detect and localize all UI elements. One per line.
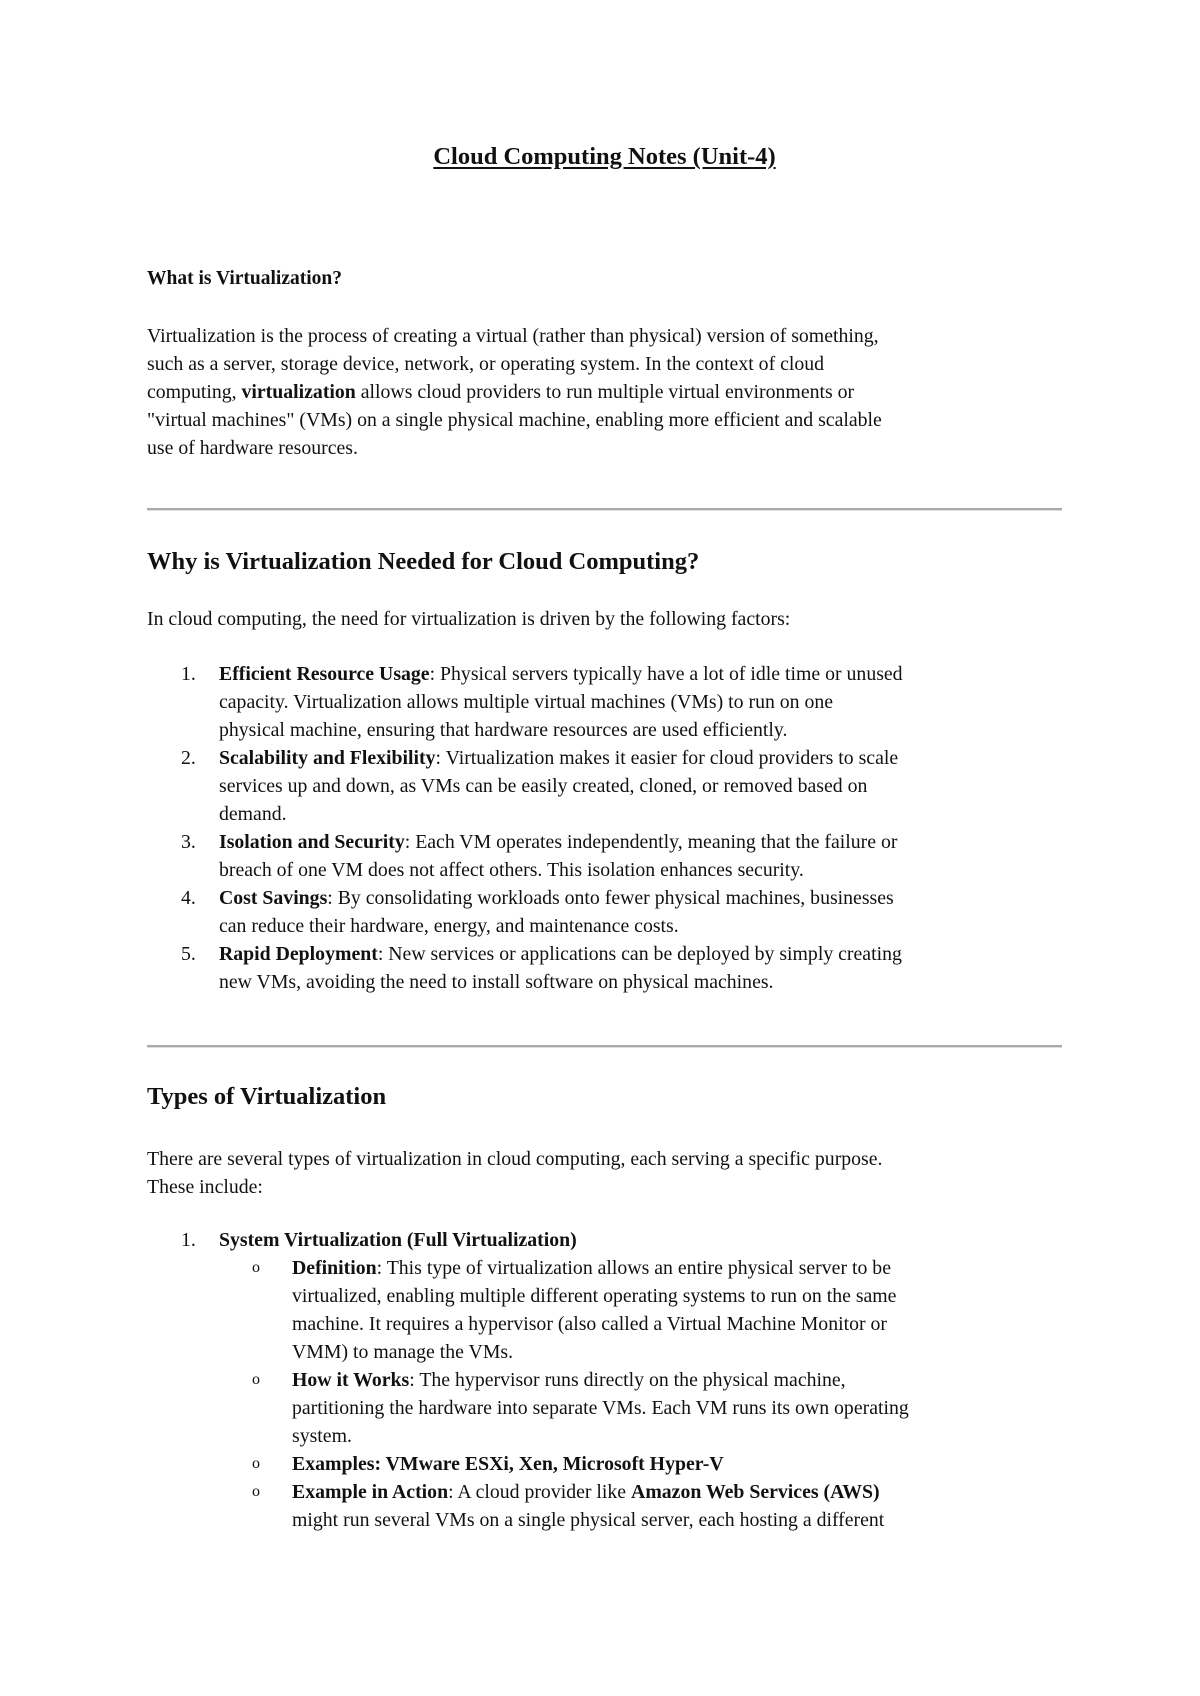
paragraph-line: Virtualization is the process of creating a virtual (rather than physical) version of something, [147,325,879,347]
why-lead-text: In cloud computing, the need for virtualization is driven by the following factors: [147,608,791,630]
list-item: 4. Cost Savings: By consolidating workloads onto fewer physical machines, businesses can reduce their hardware, energy, and maintenance costs. [181,887,894,937]
section-divider [147,508,1062,511]
sub-list-item: o Example in Action: A cloud provider like Amazon Web Services (AWS) might run several VMs on a single physical server, each hosting a different [219,1478,1062,1534]
list-item: 2. Scalability and Flexibility: Virtualization makes it easier for cloud providers to scale services up and down, as VMs can be easily created, cloned, or removed based on demand. [181,747,899,825]
list-item: 5. Rapid Deployment: New services or applications can be deployed by simply creating new VMs, avoiding the need to install software on physical machines. [181,943,902,993]
bullet-icon: o [252,1483,260,1500]
why-factors-list [147,660,1062,996]
bullet-icon: o [252,1455,260,1472]
paragraph-line: "virtual machines" (VMs) on a single physical machine, enabling more efficient and scalable [147,409,882,431]
bullet-icon: o [252,1371,260,1388]
section-divider [147,1045,1062,1048]
list-item: 1. System Virtualization (Full Virtualization) o Definition: This type of virtualization allows an entire physical server to be virtualized, enabling multiple different operating systems to run on the same machine. It requires a hypervisor (also called a Virtual Machine Monitor or VMM) to manage the VMs. o How it Works: The hypervisor runs directly on the physical machine, partitioning the hardware into separate VMs. Each VM runs its own operating system. o Examples: VMware ESXi, Xen, Microsoft Hyper-V o Example in Action: A cloud provider like Amazon Web Services (AWS) might run several VMs on a single physical server, each hosting a different [147,1226,1062,1534]
document-title: Cloud Computing Notes (Unit-4) [433,143,776,170]
bold-term: virtualization [241,381,356,403]
virtualization-definition-paragraph [147,322,1062,462]
types-list [147,1226,1062,1534]
bullet-icon: o [252,1259,260,1276]
sub-list-item: o Examples: VMware ESXi, Xen, Microsoft Hyper-V [219,1450,1062,1478]
list-item-title: System Virtualization (Full Virtualization) [219,1229,577,1251]
paragraph-line: computing, virtualization allows cloud providers to run multiple virtual environments or [147,381,855,403]
sub-list [219,1254,1062,1534]
sub-list-item: o Definition: This type of virtualization allows an entire physical server to be virtualized, enabling multiple different operating systems to run on the same machine. It requires a hypervisor (also called a Virtual Machine Monitor or VMM) to manage the VMs. [219,1254,1062,1366]
what-is-virtualization-heading: What is Virtualization? [147,268,343,289]
sub-list-item: o How it Works: The hypervisor runs directly on the physical machine, partitioning the hardware into separate VMs. Each VM runs its own operating system. [219,1366,1062,1450]
paragraph-line: such as a server, storage device, network, or operating system. In the context of cloud [147,353,825,375]
paragraph-line: use of hardware resources. [147,437,358,459]
list-item: 3. Isolation and Security: Each VM operates independently, meaning that the failure or breach of one VM does not affect others. This isolation enhances security. [181,831,898,881]
list-item: 1. Efficient Resource Usage: Physical servers typically have a lot of idle time or unused capacity. Virtualization allows multiple virtual machines (VMs) to run on one physical machine, ensuring that hardware resources are used efficiently. [181,663,903,741]
types-lead-text: There are several types of virtualization in cloud computing, each serving a specific purpose. These include: [147,1148,883,1198]
types-of-virtualization-heading: Types of Virtualization [147,1083,387,1110]
why-virtualization-heading: Why is Virtualization Needed for Cloud Computing? [147,548,700,575]
